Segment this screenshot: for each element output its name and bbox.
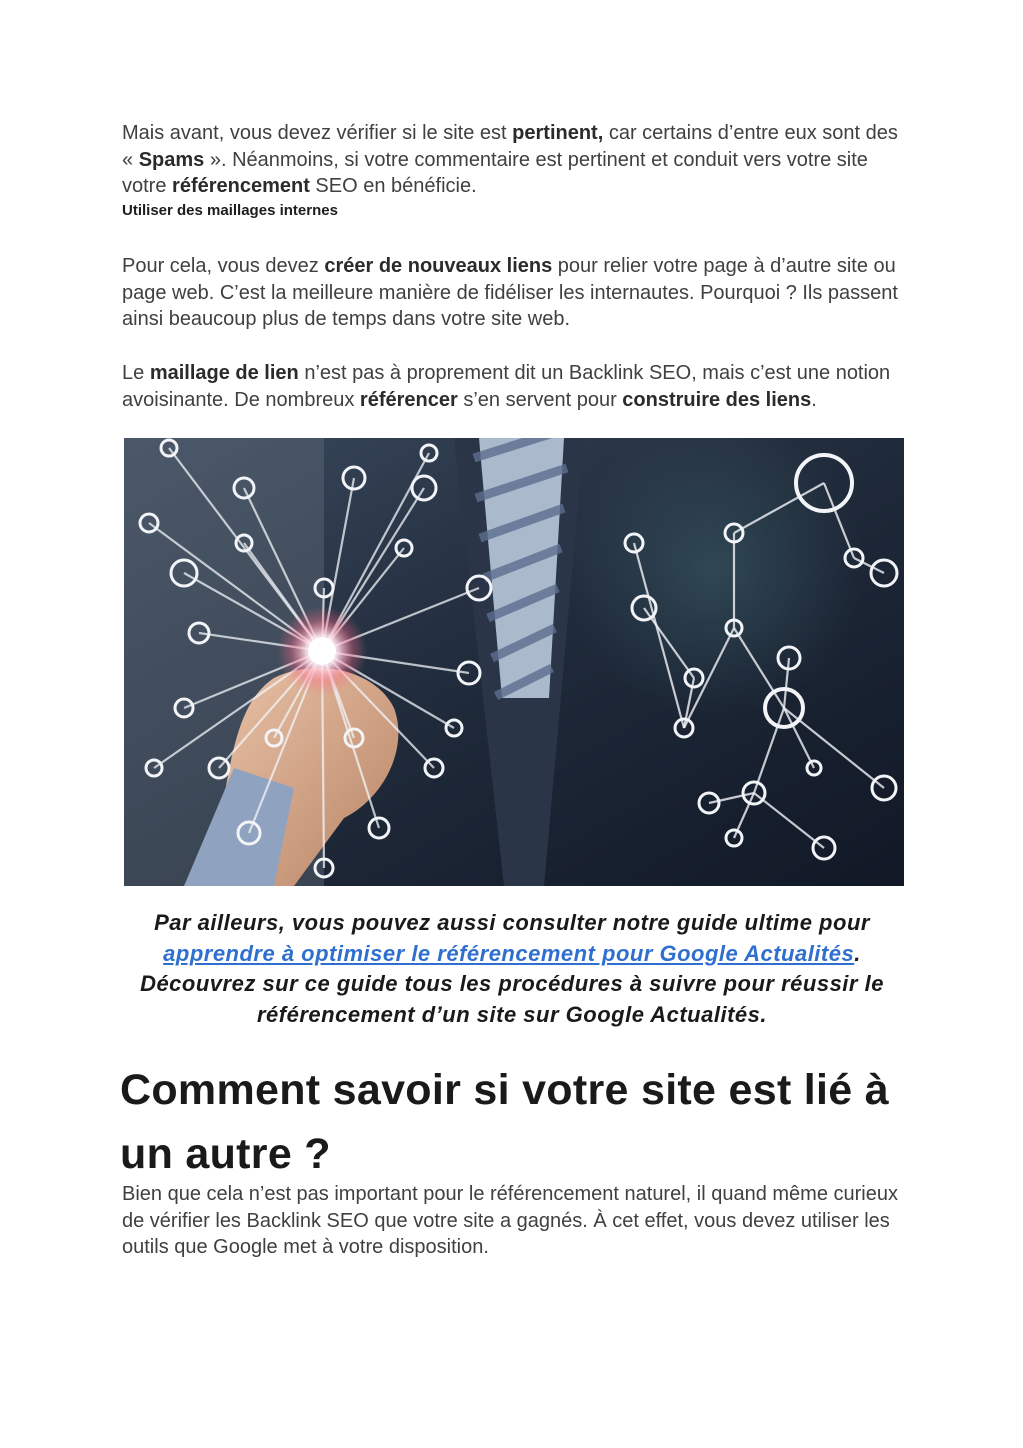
bold-run: maillage de lien <box>149 362 299 384</box>
text-run: Par ailleurs, vous pouvez aussi consulter notre guide ultime pour <box>154 910 870 935</box>
bold-run: référencer <box>359 388 458 411</box>
text-run: n’est pas à proprement dit un Backlink SEO, mais c’est une notion avoisinante. De nombreux <box>122 362 891 411</box>
text-run: pour relier votre page à d’autre site ou page web. C’est la meilleure manière de fidéliser les internautes. Pourquoi ? Ils passent ainsi beaucoup plus de temps dans votre site web. <box>122 255 898 330</box>
bold-run: Spams <box>138 148 205 171</box>
text-run: . <box>811 388 817 411</box>
text-run: Pour cela, vous devez <box>122 255 325 277</box>
text-run: SEO en bénéficie. <box>309 175 477 197</box>
paragraph-new-links <box>122 253 912 333</box>
bold-run: pertinent, <box>512 122 604 144</box>
paragraph-relevance <box>122 120 912 200</box>
text-run: . Découvrez sur ce guide tous les procédures à suivre pour réussir le référencement d’un site sur Google Actualités. <box>140 940 884 1027</box>
node-center <box>308 637 336 665</box>
subheading-internal-linking: Utiliser des maillages internes <box>122 202 338 219</box>
section-heading: Comment savoir si votre site est lié à un autre ? <box>120 1066 889 1178</box>
text-run: Mais avant, vous devez vérifier si le site est <box>122 122 513 144</box>
paragraph-check-backlinks: Bien que cela n’est pas important pour le référencement naturel, il quand même curieux de vérifier les Backlink SEO que votre site a gagnés. À cet effet, vous devez utiliser les outils que Google met à votre disposition. <box>122 1183 898 1258</box>
network-illustration <box>124 438 904 886</box>
bold-run: créer de nouveaux liens <box>324 255 553 277</box>
text-run: car certains d’entre eux sont des « <box>122 122 898 171</box>
text-run: ». Néanmoins, si votre commentaire est pertinent et conduit vers votre site votre <box>122 148 868 197</box>
bold-run: construire des liens <box>622 388 812 411</box>
guide-link[interactable]: apprendre à optimiser le référencement pour Google Actualités <box>163 940 855 966</box>
text-run: s’en servent pour <box>457 388 623 411</box>
network-photo <box>124 438 904 886</box>
guide-callout <box>130 908 894 1030</box>
bold-run: référencement <box>172 175 310 197</box>
paragraph-link-mesh <box>122 360 912 413</box>
text-run: Le <box>122 362 150 384</box>
